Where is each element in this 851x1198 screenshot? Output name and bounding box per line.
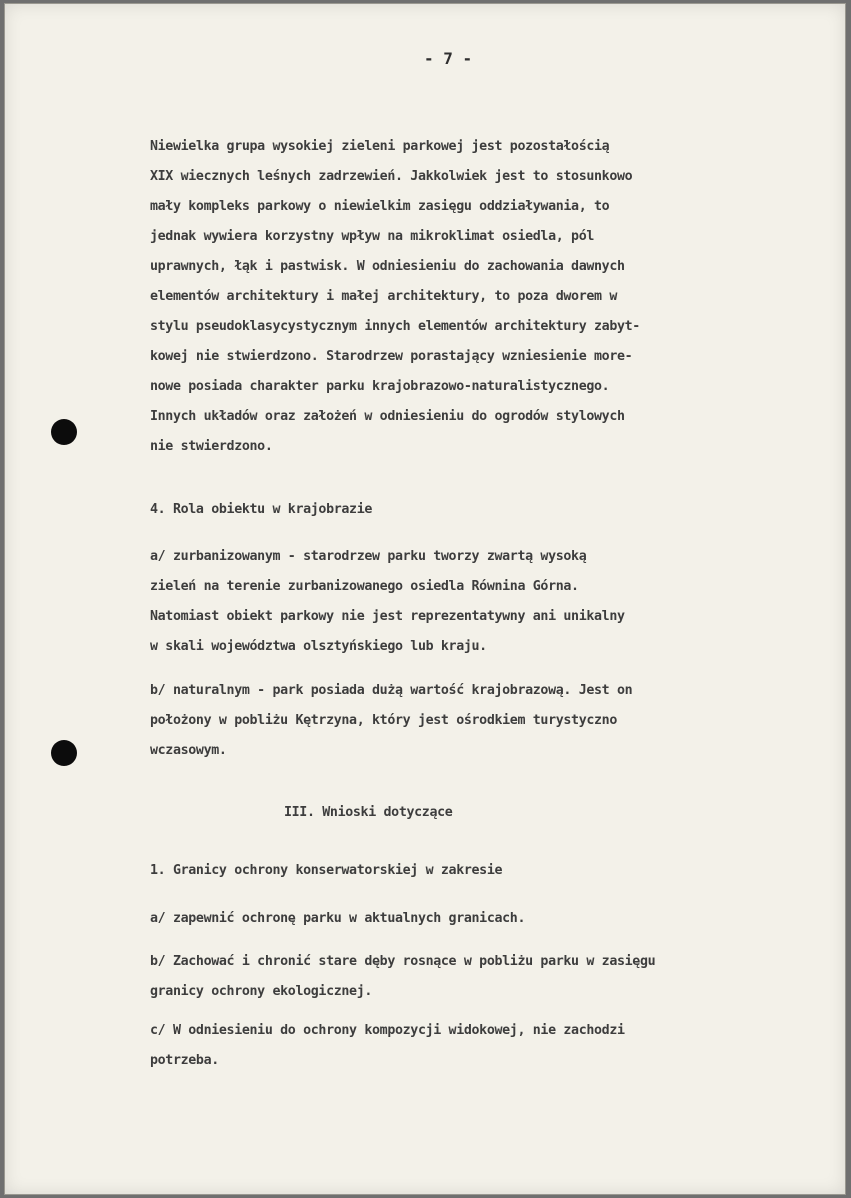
text-line: Innych układów oraz założeń w odniesieniu do ogrodów stylowych [150,409,625,424]
text-line: kowej nie stwierdzono. Starodrzew porastający wzniesienie more- [150,349,633,364]
text-line: położony w pobliżu Kętrzyna, który jest ośrodkiem turystyczno [150,713,617,728]
text-line: a/ zurbanizowanym - starodrzew parku tworzy zwartą wysoką [150,549,587,564]
text-line: mały kompleks parkowy o niewielkim zasięgu oddziaływania, to [150,199,610,214]
section-heading-iii: III. Wnioski dotyczące [284,805,453,820]
text-line: a/ zapewnić ochronę parku w aktualnych granicach. [150,911,526,926]
text-line: b/ Zachować i chronić stare dęby rosnące w pobliżu parku w zasięgu [150,954,656,969]
text-line: b/ naturalnym - park posiada dużą wartość krajobrazową. Jest on [150,683,633,698]
text-line: nowe posiada charakter parku krajobrazowo-naturalistycznego. [150,379,610,394]
item-1-heading: 1. Granicy ochrony konserwatorskiej w zakresie [150,863,503,878]
page-number: - 7 - [424,49,473,68]
text-line: elementów architektury i małej architektury, to poza dworem w [150,289,617,304]
text-line: c/ W odniesieniu do ochrony kompozycji widokowej, nie zachodzi [150,1023,625,1038]
text-line: zieleń na terenie zurbanizowanego osiedla Równina Górna. [150,579,579,594]
section-heading-4: 4. Rola obiektu w krajobrazie [150,502,373,517]
text-line: granicy ochrony ekologicznej. [150,984,373,999]
text-line: potrzeba. [150,1053,219,1068]
punch-hole-top [51,419,77,445]
punch-hole-bottom [51,740,77,766]
text-line: Niewielka grupa wysokiej zieleni parkowej jest pozostałością [150,139,610,154]
document-page [4,3,846,1195]
text-line: w skali województwa olsztyńskiego lub kraju. [150,639,487,654]
text-line: XIX wiecznych leśnych zadrzewień. Jakkolwiek jest to stosunkowo [150,169,633,184]
text-line: stylu pseudoklasycystycznym innych elementów architektury zabyt- [150,319,640,334]
text-line: Natomiast obiekt parkowy nie jest reprezentatywny ani unikalny [150,609,625,624]
text-line: jednak wywiera korzystny wpływ na mikroklimat osiedla, pól [150,229,595,244]
text-line: wczasowym. [150,743,227,758]
text-line: nie stwierdzono. [150,439,273,454]
text-line: uprawnych, łąk i pastwisk. W odniesieniu do zachowania dawnych [150,259,625,274]
